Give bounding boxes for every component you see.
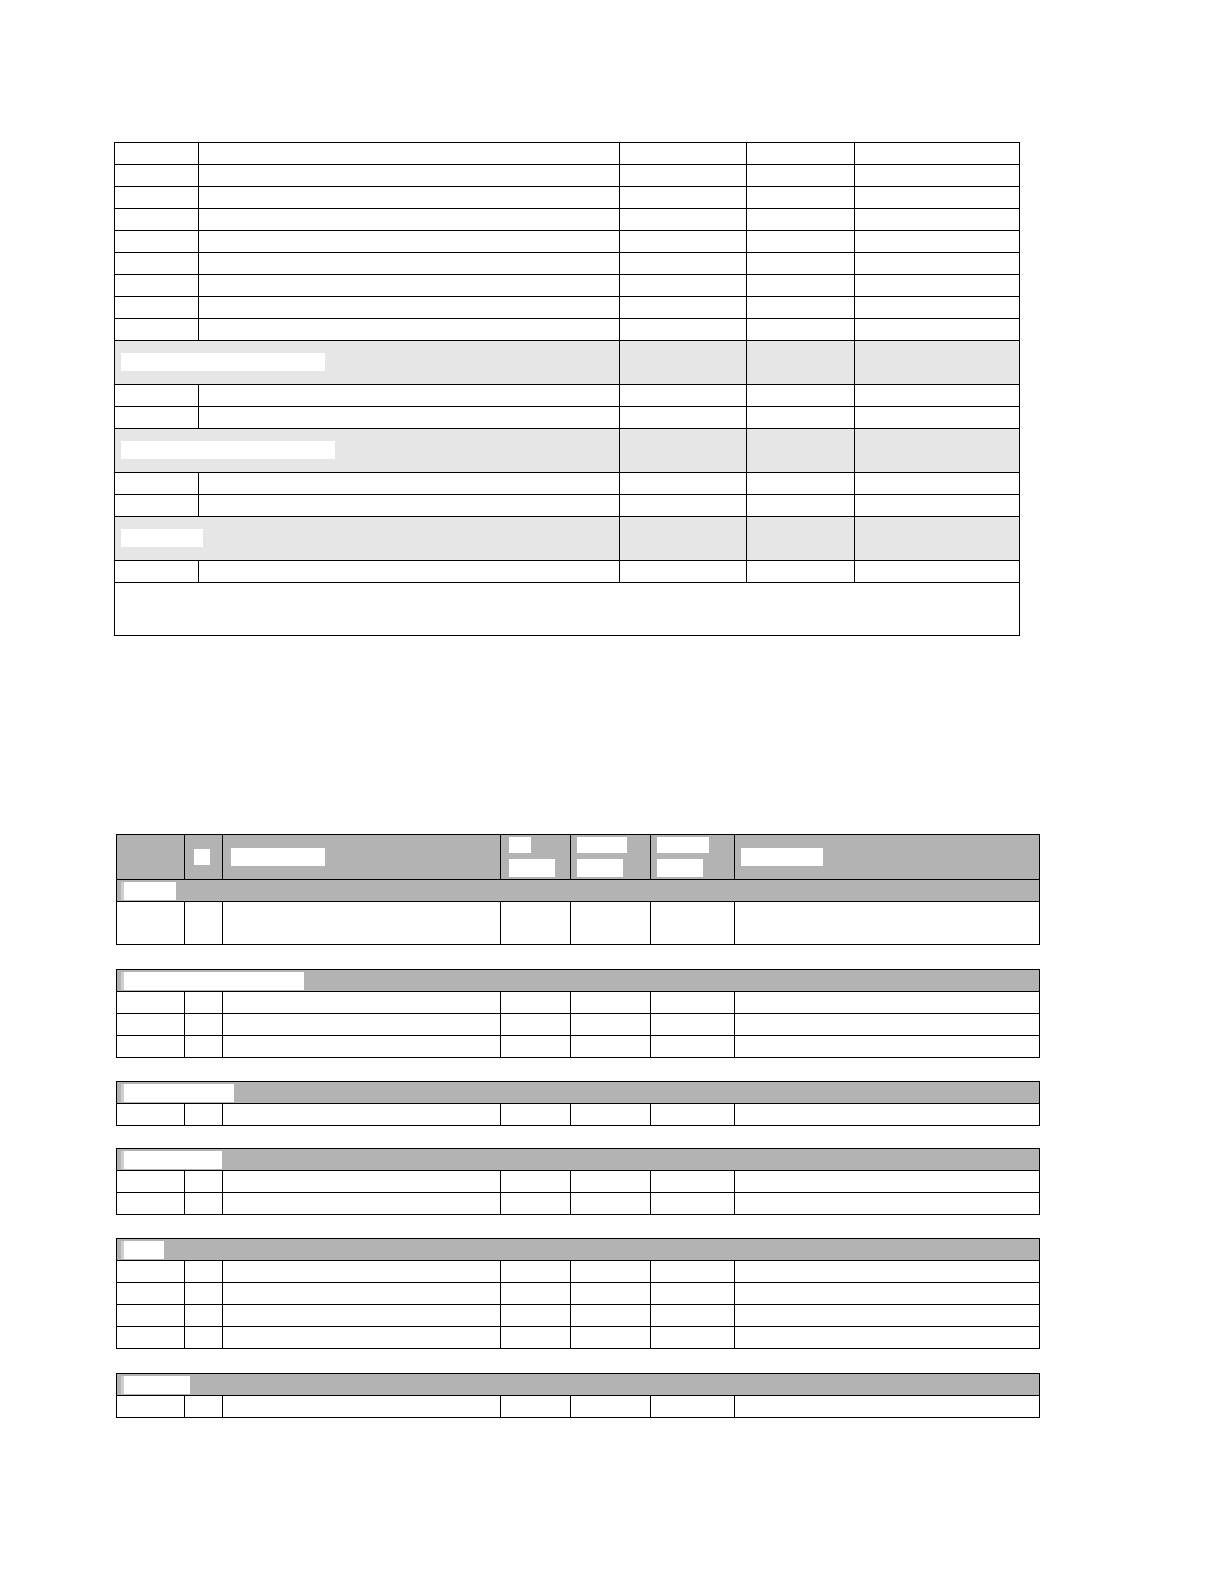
table-row bbox=[115, 231, 1020, 253]
table-row bbox=[115, 165, 1020, 187]
group-label-redacted bbox=[117, 1374, 1040, 1396]
section-row bbox=[115, 341, 1020, 385]
upper-table bbox=[114, 142, 1020, 636]
header-cell-redacted bbox=[571, 835, 651, 880]
table-row bbox=[117, 1305, 1040, 1327]
table-row bbox=[115, 407, 1020, 429]
table-row bbox=[117, 1283, 1040, 1305]
table-row bbox=[117, 1193, 1040, 1215]
table-row bbox=[117, 992, 1040, 1014]
header-row bbox=[117, 835, 1040, 880]
lower-table-2 bbox=[116, 969, 1040, 1058]
lower-table-3 bbox=[116, 1081, 1040, 1126]
header-cell-redacted bbox=[185, 835, 223, 880]
group-band bbox=[117, 880, 1040, 902]
table-row bbox=[115, 275, 1020, 297]
section-row bbox=[115, 429, 1020, 473]
group-band bbox=[117, 1082, 1040, 1104]
group-band bbox=[117, 1149, 1040, 1171]
lower-table-6 bbox=[116, 1373, 1040, 1418]
table-row bbox=[115, 319, 1020, 341]
group-band bbox=[117, 970, 1040, 992]
table-row bbox=[115, 385, 1020, 407]
table-row bbox=[115, 473, 1020, 495]
table-row bbox=[115, 209, 1020, 231]
header-cell-redacted bbox=[651, 835, 735, 880]
table-row bbox=[115, 561, 1020, 583]
section-label-redacted bbox=[115, 429, 620, 473]
group-band bbox=[117, 1374, 1040, 1396]
table-row bbox=[115, 253, 1020, 275]
group-label-redacted bbox=[117, 1082, 1040, 1104]
table-row bbox=[115, 187, 1020, 209]
header-cell-redacted bbox=[223, 835, 501, 880]
header-cell-redacted bbox=[501, 835, 571, 880]
section-row bbox=[115, 517, 1020, 561]
notes-row bbox=[115, 583, 1020, 636]
header-cell-redacted bbox=[735, 835, 1040, 880]
lower-table-1 bbox=[116, 834, 1040, 945]
table-row bbox=[115, 495, 1020, 517]
group-label-redacted bbox=[117, 1149, 1040, 1171]
group-band bbox=[117, 1239, 1040, 1261]
table-row bbox=[117, 1327, 1040, 1349]
table-row bbox=[117, 1104, 1040, 1126]
lower-table-5 bbox=[116, 1238, 1040, 1349]
section-label-redacted bbox=[115, 341, 620, 385]
table-row bbox=[117, 1261, 1040, 1283]
lower-table-4 bbox=[116, 1148, 1040, 1215]
group-label-redacted bbox=[117, 1239, 1040, 1261]
table-row bbox=[117, 1036, 1040, 1058]
table-row bbox=[117, 1396, 1040, 1418]
table-row bbox=[115, 143, 1020, 165]
table-row bbox=[115, 297, 1020, 319]
section-label-redacted bbox=[115, 517, 620, 561]
table-row bbox=[117, 902, 1040, 945]
table-row bbox=[117, 1171, 1040, 1193]
group-label-redacted bbox=[117, 970, 1040, 992]
table-row bbox=[117, 1014, 1040, 1036]
group-label-redacted bbox=[117, 880, 1040, 902]
